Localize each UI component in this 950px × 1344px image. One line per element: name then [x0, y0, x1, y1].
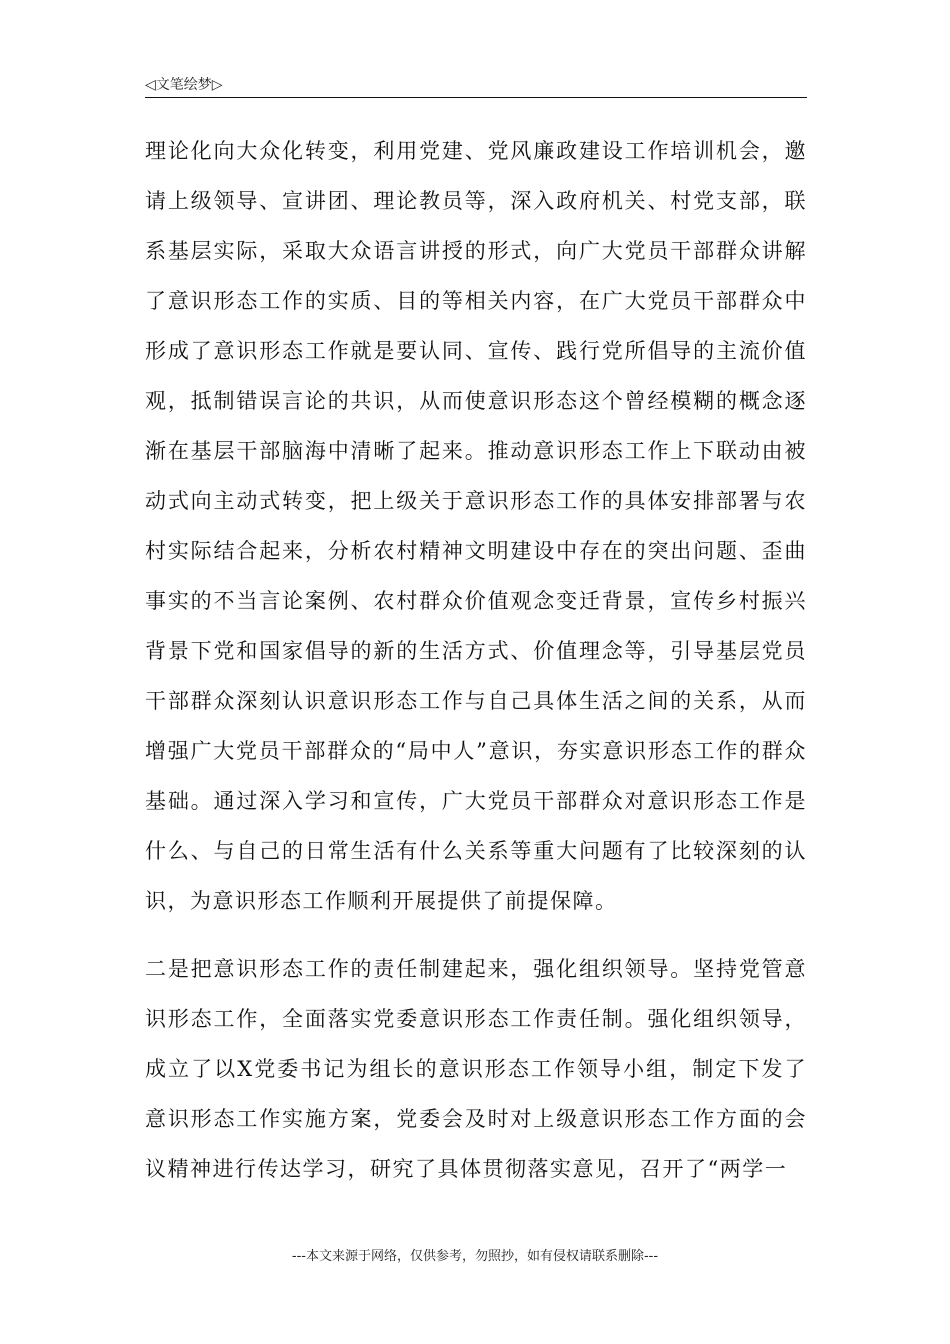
header-divider: [145, 97, 807, 98]
page-header: [145, 74, 807, 98]
body-paragraph: 二是把意识形态工作的责任制建起来，强化组织领导。坚持党管意识形态工作，全面落实党委意识形态工作责任制。强化组织领导，成立了以X党委书记为组长的意识形态工作领导小组，制定下发了意识形态工作实施方案，党委会及时对上级意识形态工作方面的会议精神进行传达学习，研究了具体贯彻落实意见，召开了“两学一: [145, 957, 807, 1181]
document-body: [145, 126, 807, 1194]
footer-disclaimer: ---本文来源于网络，仅供参考，勿照抄，如有侵权请联系删除---: [291, 1249, 659, 1264]
header-title: ◁文笔绘梦▷: [145, 77, 223, 93]
body-paragraph: 理论化向大众化转变，利用党建、党风廉政建设工作培训机会，邀请上级领导、宣讲团、理论教员等，深入政府机关、村党支部，联系基层实际，采取大众语言讲授的形式，向广大党员干部群众讲解了意识形态工作的实质、目的等相关内容，在广大党员干部群众中形成了意识形态工作就是要认同、宣传、践行党所倡导的主流价值观，抵制错误言论的共识，从而使意识形态这个曾经模糊的概念逐渐在基层干部脑海中清晰了起来。推动意识形态工作上下联动由被动式向主动式转变，把上级关于意识形态工作的具体安排部署与农村实际结合起来，分析农村精神文明建设中存在的突出问题、歪曲事实的不当言论案例、农村群众价值观念变迁背景，宣传乡村振兴背景下党和国家倡导的新的生活方式、价值理念等，引导基层党员干部群众深刻认识意识形态工作与自己具体生活之间的关系，从而增强广大党员干部群众的“局中人”意识，夯实意识形态工作的群众基础。通过深入学习和宣传，广大党员干部群众对意识形态工作是什么、与自己的日常生活有什么关系等重大问题有了比较深刻的认识，为意识形态工作顺利开展提供了前提保障。: [145, 139, 807, 913]
